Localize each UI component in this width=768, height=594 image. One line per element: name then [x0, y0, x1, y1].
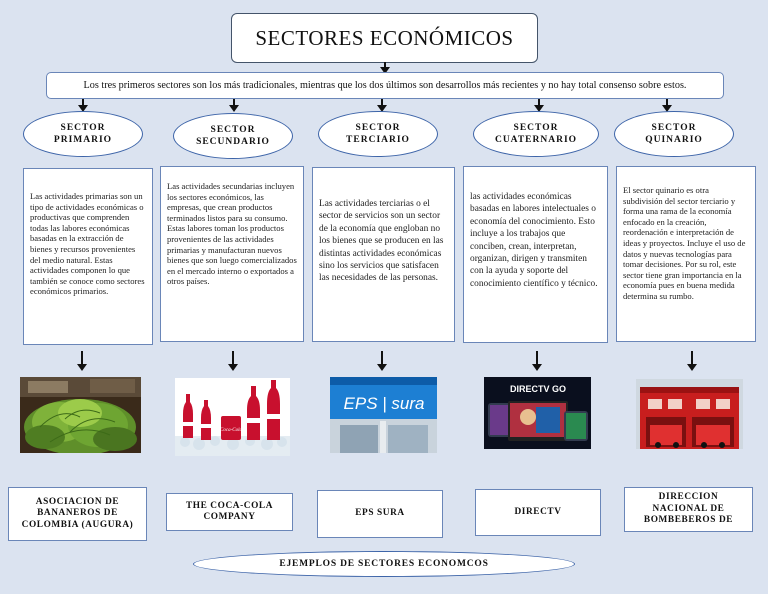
arrow-desc-to-photo-5: [687, 351, 697, 371]
example-coca-cola: THE COCA-COLA COMPANY: [166, 493, 293, 531]
example-eps-sura: EPS SURA: [317, 490, 443, 538]
arrow-desc-to-photo-3: [377, 351, 387, 371]
directv-go-logo: DIRECTV GO: [509, 384, 567, 394]
example-augura: ASOCIACION DE BANANEROS DE COLOMBIA (AUGURA): [8, 487, 147, 541]
sector-terciario-description: Las actividades terciarias o el sector de servicios son un sector de la economía que engloban no los bienes que se producen en las distintas actividades económicas sino los servicios que satisfacen las necesidades de las personas.: [312, 167, 455, 342]
fire-station-photo: [636, 379, 743, 449]
sector-secundario-ellipse: SECTOR SECUNDARIO: [173, 113, 293, 159]
sector-cuaternario-ellipse: SECTOR CUATERNARIO: [473, 111, 599, 157]
sector-quinario-description: El sector quinario es otra subdivisión del sector terciario y forma una rama de la economía enfocado en la creación, reordenación e interpretación de ideas y proyectos. Incluye el uso de datos y nuevas tecnologías para tomar decisiones. Por su rol, este sector tiene gran importancia en la economía pues en buena medida determina su rumbo.: [616, 166, 756, 342]
arrow-desc-to-photo-2: [228, 351, 238, 371]
sector-primario-description: Las actividades primarias son un tipo de actividades económicas o productivas que comprenden todas las labores económicas basadas en la extracción de bienes y recursos provenientes del medio natural. Estas actividades componen lo que también se conoce como sectores económicos primarios.: [23, 168, 153, 345]
sector-quinario-ellipse: SECTOR QUINARIO: [614, 111, 734, 157]
sector-cuaternario-description: las actividades económicas basadas en labores intelectuales o economía del conocimiento. Esto incluye a los trabajos que conciben, crean, interpretan, organizan, dirigen y transmiten con la ayuda y soporte del conocimiento científico y técnico.: [463, 166, 608, 343]
eps-sura-photo: [330, 377, 437, 453]
diagram-title: SECTORES ECONÓMICOS: [231, 13, 538, 63]
bananas-photo: [20, 377, 141, 453]
eps-sura-sign: EPS | sura: [343, 394, 425, 413]
coca-cola-can-label: Coca-Cola: [220, 428, 242, 433]
example-bomberos: DIRECCION NACIONAL DE BOMBEBEROS DE: [624, 487, 753, 532]
arrow-desc-to-photo-4: [532, 351, 542, 371]
examples-footer: EJEMPLOS DE SECTORES ECONOMCOS: [193, 551, 575, 577]
sector-primario-ellipse: SECTOR PRIMARIO: [23, 111, 143, 157]
example-directv: DIRECTV: [475, 489, 601, 536]
arrow-desc-to-photo-1: [77, 351, 87, 371]
coca-cola-photo: [175, 378, 290, 456]
sector-secundario-description: Las actividades secundarias incluyen los sectores económicos, las empresas, que crean productos terminados listos para su consumo. Estas labores toman los productos provenientes de las actividades primarias y manufacturan nuevos bienes que son luego comercializados en el mercado interno o exportados a otros países.: [160, 166, 304, 342]
directv-photo: [484, 377, 591, 449]
intro-text: Los tres primeros sectores son los más tradicionales, mientras que los dos últimos son desarrollos más recientes y no hay total consenso sobre estos.: [46, 72, 724, 99]
sector-terciario-ellipse: SECTOR TERCIARIO: [318, 111, 438, 157]
